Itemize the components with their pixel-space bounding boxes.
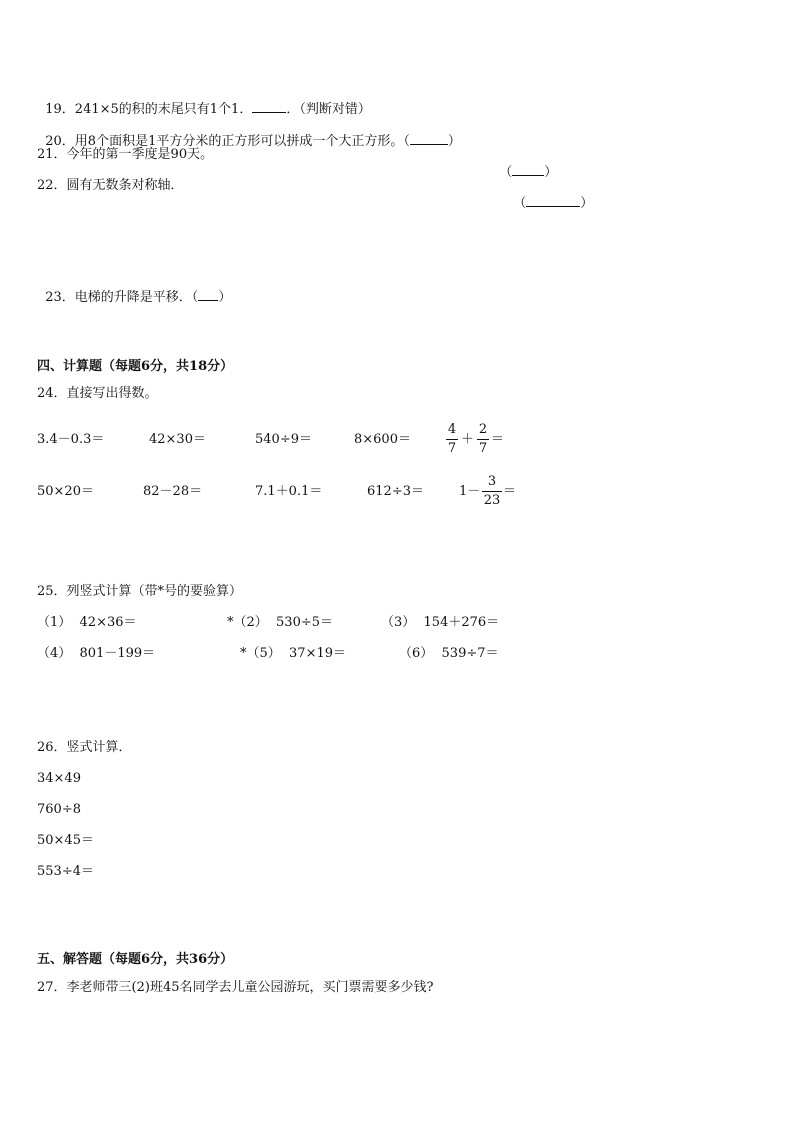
equals-sign: ＝ — [491, 432, 505, 447]
section-5-heading: 五、解答题（每题6分，共36分） — [37, 952, 234, 967]
answer-blank[interactable] — [410, 132, 448, 145]
answer-blank[interactable] — [512, 163, 544, 176]
fraction-4-7 — [446, 422, 458, 457]
question-27: 27．李老师带三(2)班45名同学去儿童公园游玩，买门票需要多少钱? — [37, 980, 434, 995]
question-20-text: 20．用8个面积是1平方分米的正方形可以拼成一个大正方形。（ — [45, 134, 410, 149]
paren-open: （ — [513, 196, 527, 211]
question-24-title: 24．直接写出得数。 — [37, 386, 158, 401]
vertical-calc-item: （3） 154＋276＝ — [381, 615, 500, 630]
numerator: 2 — [478, 422, 488, 437]
vertical-calc-item: *（5） 37×19＝ — [240, 646, 347, 661]
paren-close: ） — [580, 196, 594, 211]
section-4-heading: 四、计算题（每题6分，共18分） — [37, 359, 234, 374]
answer-blank[interactable] — [198, 288, 218, 301]
vertical-calc-item: *（2） 530÷5＝ — [227, 615, 334, 630]
numerator: 4 — [447, 422, 457, 437]
calc-item: 540÷9＝ — [255, 432, 312, 447]
calc-item: 50×20＝ — [37, 484, 94, 499]
question-25-title: 25．列竖式计算（带*号的要验算） — [37, 584, 243, 599]
calc-item: 8×600＝ — [354, 432, 411, 447]
question-19 — [37, 84, 371, 118]
paren-open: （ — [499, 165, 513, 180]
paren-close: ） — [544, 165, 558, 180]
vertical-calc-item: 50×45＝ — [37, 833, 94, 848]
denominator: 7 — [447, 441, 457, 456]
vertical-calc-item: 34×49 — [37, 771, 81, 786]
question-19-text: 19．241×5的积的末尾只有1个1． — [45, 102, 253, 117]
question-21-answer — [491, 147, 557, 181]
vertical-calc-item: 553÷4＝ — [37, 864, 94, 879]
fraction-2-7 — [477, 422, 489, 457]
vertical-calc-item: （1） 42×36＝ — [37, 615, 137, 630]
question-20 — [37, 116, 461, 150]
fraction-bar — [446, 439, 458, 440]
vertical-calc-item: （4） 801－199＝ — [37, 646, 156, 661]
plus-sign: ＋ — [461, 432, 475, 447]
vertical-calc-item: （6） 539÷7＝ — [399, 646, 499, 661]
vertical-calc-item: 760÷8 — [37, 802, 81, 817]
question-20-close: ） — [447, 134, 461, 149]
question-22-text: 22．圆有无数条对称轴． — [37, 178, 184, 193]
fraction-3-23 — [482, 474, 502, 509]
one-minus: 1－ — [459, 484, 481, 499]
equals-sign: ＝ — [503, 484, 517, 499]
question-23-close: ） — [218, 290, 232, 305]
calc-item: 612÷3＝ — [367, 484, 424, 499]
calc-item: 7.1＋0.1＝ — [255, 484, 323, 499]
question-26-title: 26．竖式计算． — [37, 740, 132, 755]
question-19-tail: ．（判断对错） — [286, 102, 371, 117]
numerator: 3 — [487, 474, 497, 489]
question-23-text: 23．电梯的升降是平移．（ — [45, 290, 199, 305]
answer-blank[interactable] — [526, 194, 580, 207]
fraction-bar — [482, 491, 502, 492]
answer-blank[interactable] — [252, 100, 286, 113]
question-21-text: 21．今年的第一季度是90天。 — [37, 147, 214, 162]
question-22-answer — [505, 178, 593, 212]
fraction-bar — [477, 439, 489, 440]
question-23 — [37, 272, 231, 306]
denominator: 23 — [483, 493, 501, 508]
calc-item: 3.4－0.3＝ — [37, 432, 105, 447]
denominator: 7 — [478, 441, 488, 456]
calc-item: 82－28＝ — [143, 484, 203, 499]
calc-item: 42×30＝ — [149, 432, 206, 447]
